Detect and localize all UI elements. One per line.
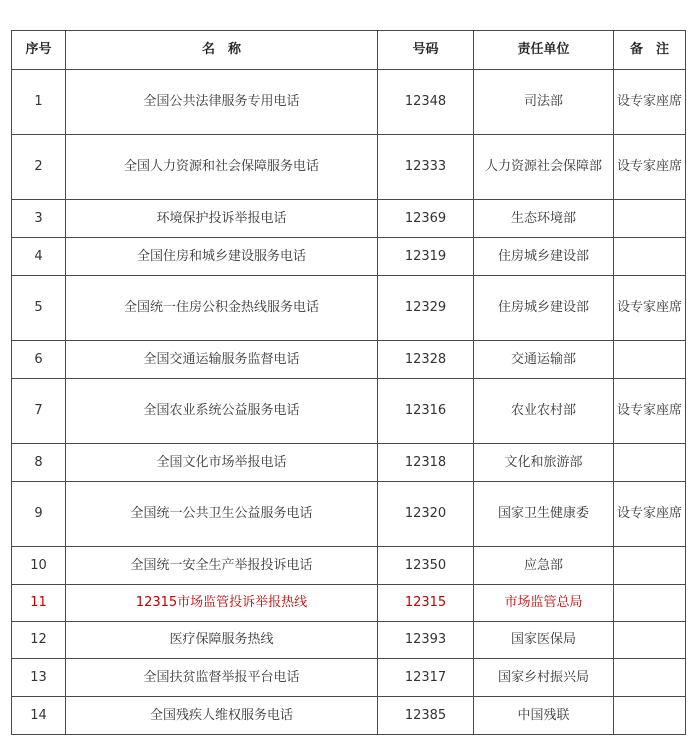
cell-number: 12320: [378, 482, 474, 547]
cell-note: 设专家座席: [614, 482, 686, 547]
table-row: [12, 659, 686, 697]
cell-unit: 司法部: [474, 70, 614, 135]
cell-index: 7: [12, 379, 66, 444]
cell-note: 设专家座席: [614, 276, 686, 341]
cell-note: [614, 697, 686, 735]
header-note: 备 注: [614, 31, 686, 70]
cell-unit: 住房城乡建设部: [474, 276, 614, 341]
cell-note: [614, 200, 686, 238]
cell-index: 4: [12, 238, 66, 276]
cell-unit: 人力资源社会保障部: [474, 135, 614, 200]
cell-index: 1: [12, 70, 66, 135]
table-row-highlighted: [12, 585, 686, 622]
cell-index: 13: [12, 659, 66, 697]
cell-note: 设专家座席: [614, 379, 686, 444]
cell-note: [614, 585, 686, 622]
table-row: [12, 444, 686, 482]
cell-number: 12316: [378, 379, 474, 444]
cell-note: [614, 659, 686, 697]
cell-name: 全国统一公共卫生公益服务电话: [66, 482, 378, 547]
cell-name: 全国残疾人维权服务电话: [66, 697, 378, 735]
cell-name: 全国住房和城乡建设服务电话: [66, 238, 378, 276]
cell-number: 12350: [378, 547, 474, 585]
cell-number: 12385: [378, 697, 474, 735]
cell-note: [614, 547, 686, 585]
cell-name: 12315市场监管投诉举报热线: [66, 585, 378, 622]
cell-index: 10: [12, 547, 66, 585]
cell-name: 全国文化市场举报电话: [66, 444, 378, 482]
cell-note: [614, 341, 686, 379]
cell-unit: 交通运输部: [474, 341, 614, 379]
cell-index: 11: [12, 585, 66, 622]
cell-index: 8: [12, 444, 66, 482]
header-unit: 责任单位: [474, 31, 614, 70]
cell-index: 12: [12, 622, 66, 659]
cell-number: 12348: [378, 70, 474, 135]
table-row: [12, 547, 686, 585]
cell-unit: 应急部: [474, 547, 614, 585]
cell-note: [614, 238, 686, 276]
table-row: [12, 200, 686, 238]
table-row: [12, 697, 686, 735]
cell-index: 9: [12, 482, 66, 547]
cell-number: 12393: [378, 622, 474, 659]
cell-unit: 住房城乡建设部: [474, 238, 614, 276]
cell-unit: 国家卫生健康委: [474, 482, 614, 547]
cell-name: 全国统一住房公积金热线服务电话: [66, 276, 378, 341]
table-row: [12, 341, 686, 379]
cell-unit: 生态环境部: [474, 200, 614, 238]
table-row: [12, 135, 686, 200]
cell-note: [614, 622, 686, 659]
cell-index: 2: [12, 135, 66, 200]
cell-unit: 文化和旅游部: [474, 444, 614, 482]
header-index: 序号: [12, 31, 66, 70]
cell-name: 医疗保障服务热线: [66, 622, 378, 659]
cell-index: 5: [12, 276, 66, 341]
table-row: [12, 238, 686, 276]
cell-index: 6: [12, 341, 66, 379]
cell-unit: 中国残联: [474, 697, 614, 735]
cell-name: 全国公共法律服务专用电话: [66, 70, 378, 135]
cell-number: 12319: [378, 238, 474, 276]
header-number: 号码: [378, 31, 474, 70]
cell-name: 环境保护投诉举报电话: [66, 200, 378, 238]
cell-number: 12315: [378, 585, 474, 622]
cell-unit: 国家乡村振兴局: [474, 659, 614, 697]
cell-index: 3: [12, 200, 66, 238]
table-row: [12, 379, 686, 444]
cell-number: 12333: [378, 135, 474, 200]
cell-name: 全国人力资源和社会保障服务电话: [66, 135, 378, 200]
cell-name: 全国扶贫监督举报平台电话: [66, 659, 378, 697]
cell-note: 设专家座席: [614, 70, 686, 135]
cell-number: 12369: [378, 200, 474, 238]
cell-name: 全国交通运输服务监督电话: [66, 341, 378, 379]
cell-index: 14: [12, 697, 66, 735]
cell-number: 12329: [378, 276, 474, 341]
cell-note: 设专家座席: [614, 135, 686, 200]
table-row: [12, 70, 686, 135]
cell-name: 全国统一安全生产举报投诉电话: [66, 547, 378, 585]
header-name: 名 称: [66, 31, 378, 70]
cell-unit: 市场监管总局: [474, 585, 614, 622]
cell-number: 12328: [378, 341, 474, 379]
cell-name: 全国农业系统公益服务电话: [66, 379, 378, 444]
cell-number: 12318: [378, 444, 474, 482]
table-row: [12, 482, 686, 547]
hotline-table: [11, 30, 686, 735]
cell-number: 12317: [378, 659, 474, 697]
table-row: [12, 276, 686, 341]
header-row: [12, 31, 686, 70]
cell-unit: 农业农村部: [474, 379, 614, 444]
table-row: [12, 622, 686, 659]
cell-unit: 国家医保局: [474, 622, 614, 659]
cell-note: [614, 444, 686, 482]
